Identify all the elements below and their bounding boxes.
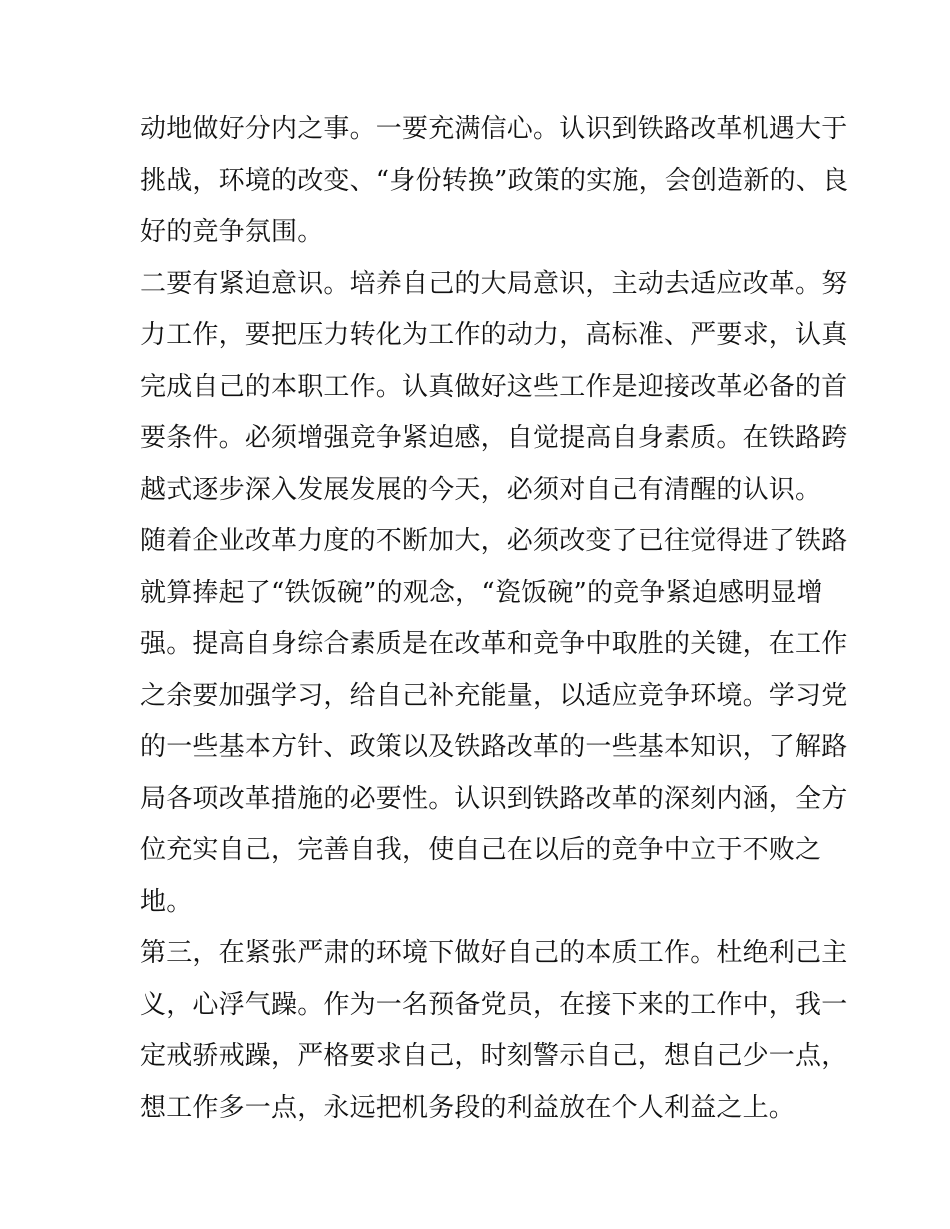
text-line-4: 二要有紧迫意识。培养自己的大局意识，主动去适应改革。努 <box>140 268 848 299</box>
text-line-7: 要条件。必须增强竞争紧迫感，自觉提高自身素质。在铁路跨 <box>140 423 848 453</box>
text-line-6: 完成自己的本职工作。认真做好这些工作是迎接改革必备的首 <box>140 371 848 402</box>
text-line-13: 的一些基本方针、政策以及铁路改革的一些基本知识，了解路 <box>140 732 848 762</box>
text-line-3: 好的竞争氛围。 <box>140 217 324 247</box>
text-line-12: 之余要加强学习，给自己补充能量，以适应竞争环境。学习党 <box>140 680 848 711</box>
text-line-14: 局各项改革措施的必要性。认识到铁路改革的深刻内涵，全方 <box>140 783 848 814</box>
text-line-16: 地。 <box>140 886 193 917</box>
text-line-18: 义，心浮气躁。作为一名预备党员，在接下来的工作中，我一 <box>140 989 848 1020</box>
text-line-10: 就算捧起了“铁饭碗”的观念，“瓷饭碗”的竞争紧迫感明显增 <box>140 577 823 608</box>
text-line-8: 越式逐步深入发展发展的今天，必须对自己有清醒的认识。 <box>140 474 822 505</box>
text-line-2: 挑战，环境的改变、“身份转换”政策的实施，会创造新的、良 <box>140 165 849 196</box>
document-body <box>140 104 849 1134</box>
text-line-15: 位充实自己，完善自我，使自己在以后的竞争中立于不败之 <box>140 835 822 865</box>
text-line-9: 随着企业改革力度的不断加大，必须改变了已往觉得进了铁路 <box>140 526 848 556</box>
text-line-17: 第三，在紧张严肃的环境下做好自己的本质工作。杜绝利己主 <box>140 938 848 968</box>
text-line-11: 强。提高自身综合素质是在改革和竞争中取胜的关键，在工作 <box>140 629 848 659</box>
text-line-19: 定戒骄戒躁，严格要求自己，时刻警示自己，想自己少一点， <box>140 1041 848 1071</box>
text-line-20: 想工作多一点，永远把机务段的利益放在个人利益之上。 <box>140 1092 796 1123</box>
text-line-5: 力工作，要把压力转化为工作的动力，高标准、严要求，认真 <box>140 320 848 350</box>
text-line-1: 动地做好分内之事。一要充满信心。认识到铁路改革机遇大于 <box>140 114 848 144</box>
